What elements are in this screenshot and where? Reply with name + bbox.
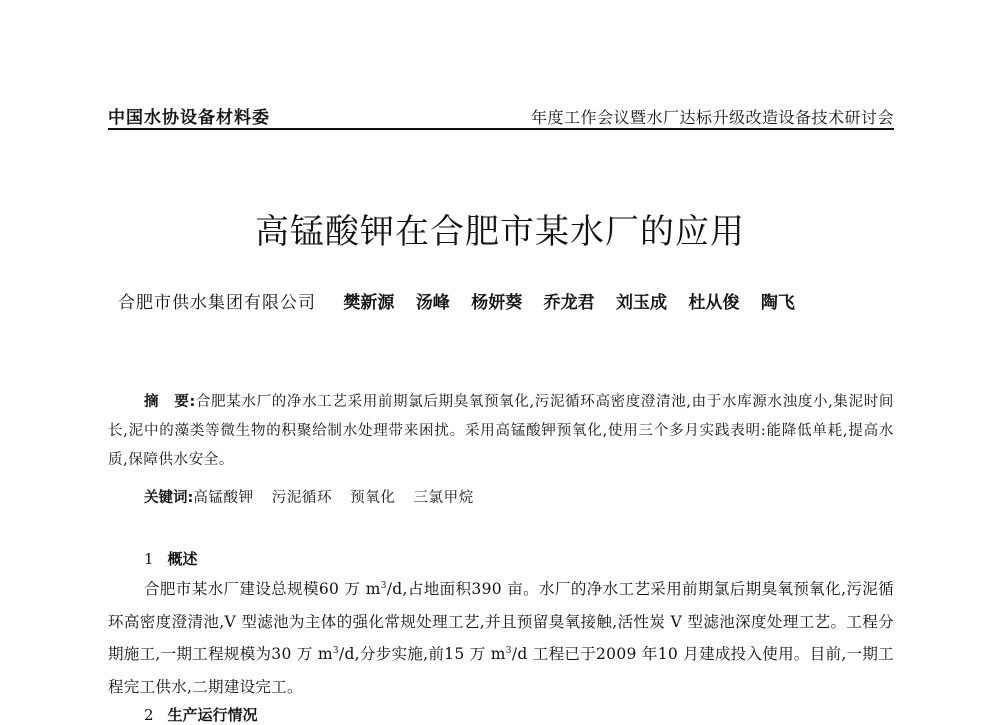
section-number: 1 [144,550,154,568]
header-rule [108,128,894,130]
abstract-label: 摘 要: [144,394,196,410]
author-line [118,288,898,313]
keyword: 预氧化 [350,490,396,506]
keywords-label: 关键词: [144,490,194,506]
author-name: 汤峰 [415,293,450,313]
section-title: 概述 [167,550,198,568]
keyword: 三氯甲烷 [413,490,474,506]
section-heading-overview [144,548,198,569]
keywords [144,484,492,513]
author-name: 杜从俊 [688,293,740,313]
author-name: 樊新源 [343,293,395,313]
paragraph-text: /d,占地面积390 亩。水厂的净水工艺采用前期氯后期臭氧预氧化,污泥循环高密度澄清池,V 型滤池为主体的强化常规处理工艺,并且预留臭氧接触,活性炭 V 型滤池深度处理工艺。工程分期施工,一期工程规模为30 万 m [108,580,894,663]
section-1-paragraph [108,573,894,703]
running-header [108,103,894,129]
author-name: 刘玉成 [616,293,668,313]
superscript: 3 [332,645,339,656]
header-organization: 中国水协设备材料委 [108,108,270,128]
paragraph-text: 合肥市某水厂建设总规模60 万 m [144,580,381,598]
author-name: 乔龙君 [543,293,595,313]
superscript: 3 [505,645,512,656]
section-title: 生产运行情况 [167,706,258,724]
section-heading-operation [144,704,258,725]
abstract-text: 合肥某水厂的净水工艺采用前期氯后期臭氧预氧化,污泥循环高密度澄清池,由于水库源水浊度小,集泥时间长,泥中的藻类等微生物的积聚给制水处理带来困扰。采用高锰酸钾预氧化,使用三个多月实践表明:能降低单耗,提高水质,保障供水安全。 [108,394,894,468]
author-name: 杨妍葵 [471,293,523,313]
paragraph-text: /d,分步实施,前15 万 m [338,645,506,663]
header-conference: 年度工作会议暨水厂达标升级改造设备技术研讨会 [530,108,894,127]
affiliation: 合肥市供水集团有限公司 [118,293,316,313]
author-name: 陶飞 [760,293,795,313]
keyword: 高锰酸钾 [193,490,254,506]
paragraph-text: /d 工程已于2009 年10 月建成投入使用。目前,一期工程完工供水,二期建设完工。 [108,645,894,696]
keyword: 污泥循环 [271,490,333,506]
abstract [108,388,894,475]
superscript: 3 [380,580,387,591]
section-number: 2 [144,706,154,724]
paper-title: 高锰酸钾在合肥市某水厂的应用 [255,212,745,252]
